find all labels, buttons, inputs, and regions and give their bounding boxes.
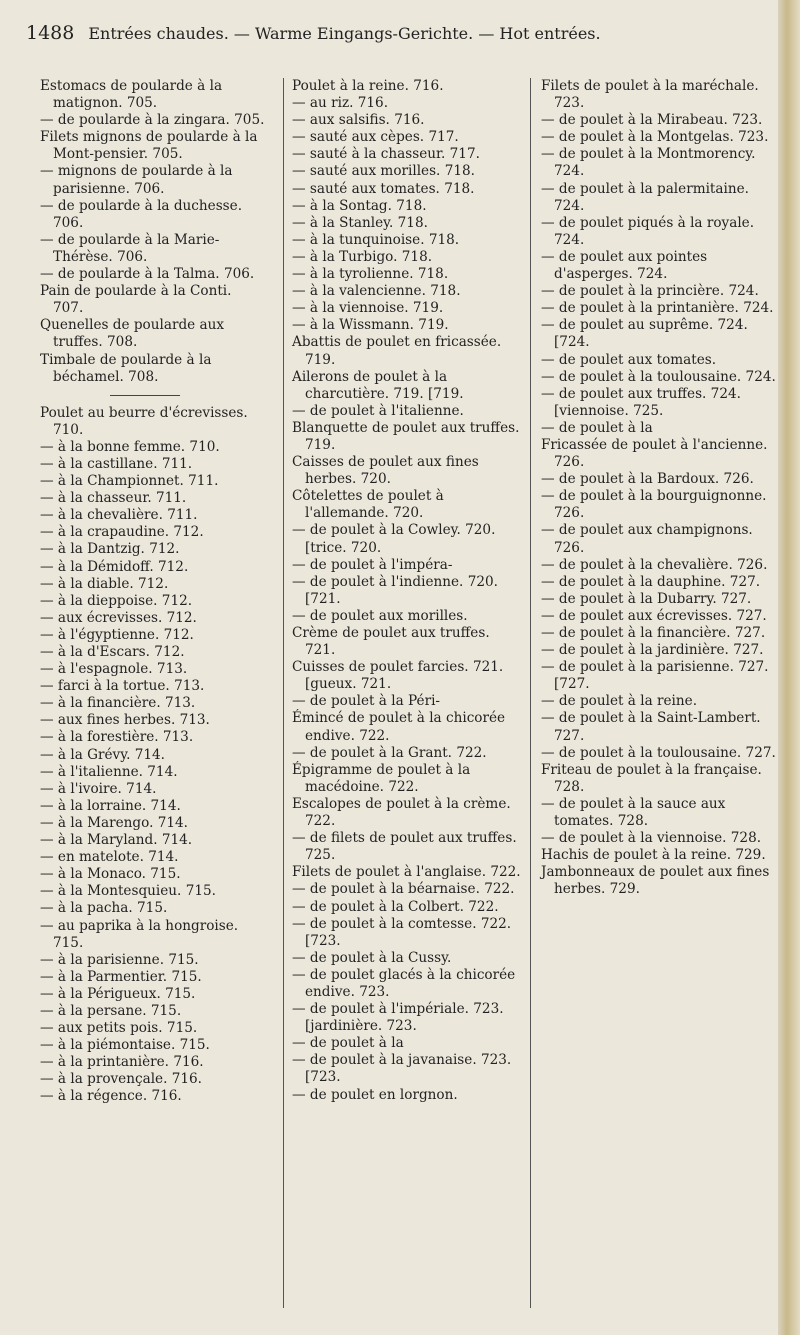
index-entry: — à la tyrolienne. 718. <box>292 266 449 283</box>
index-entry: — de poulet à la dauphine. 727. <box>541 573 761 590</box>
index-entry: — à la financière. 713. <box>40 695 196 712</box>
section-separator <box>110 395 180 396</box>
index-entry: — de poulet à la financière. 727. <box>541 625 766 641</box>
index-entry: — de poulet à la javanaise. 723. [723. <box>292 1052 512 1086</box>
index-entry: — au riz. 716. <box>292 95 389 112</box>
index-entry: Ailerons de poulet à la charcutière. 719. [719. <box>292 368 464 402</box>
running-header <box>26 22 766 44</box>
index-entry: — au paprika à la hongroise. 715. <box>40 917 239 951</box>
index-entry: — de poulet à la Montgelas. 723. <box>541 129 769 146</box>
index-entry: — de poulet à la Mirabeau. 723. <box>541 112 763 129</box>
index-entry: — à l'espagnole. 713. <box>40 661 188 678</box>
index-entry: — à la lorraine. 714. <box>40 797 181 814</box>
index-entry: Crème de poulet aux truffes. 721. <box>292 625 490 659</box>
index-entry: Filets mignons de poularde à la Mont-pensier. 705. <box>40 129 258 163</box>
page-number: 1488 <box>26 22 75 44</box>
index-entry: — de poularde à la zingara. 705. <box>40 112 265 129</box>
index-column-3 <box>541 78 776 899</box>
index-entry: — de poulet à la Montmorency. 724. <box>541 146 756 180</box>
index-entry: — à l'italienne. 714. <box>40 763 178 780</box>
index-entry: Épigramme de poulet à la macédoine. 722. <box>292 761 471 795</box>
index-entry: — à la pacha. 715. <box>40 900 168 917</box>
index-entry: — à la dieppoise. 712. <box>40 592 193 609</box>
index-entry: — à la piémontaise. 715. <box>40 1037 210 1054</box>
index-entry: Estomacs de poularde à la matignon. 705. <box>40 78 223 112</box>
index-entry: — à la chasseur. 711. <box>40 490 187 507</box>
index-entry: — de poulet à la palermitaine. 724. <box>541 180 749 214</box>
index-entry: — à la Montesquieu. 715. <box>40 883 216 900</box>
index-entry: — de poulet à la toulousaine. 724. <box>541 368 776 385</box>
index-entry: — à la Monaco. 715. <box>40 866 181 883</box>
index-entry: — de poulet à la Cowley. 720. [trice. 720. <box>292 522 496 556</box>
index-entry: Timbale de poularde à la béchamel. 708. <box>40 351 212 385</box>
page-edge <box>778 0 800 1335</box>
index-entry: Filets de poulet à la maréchale. 723. <box>541 78 759 112</box>
index-entry: — aux salsifis. 716. <box>292 112 425 129</box>
index-entry: — de poulet aux tomates. <box>541 351 717 368</box>
index-entry: — à l'ivoire. 714. <box>40 780 157 797</box>
index-entry: — à la d'Escars. 712. <box>40 644 185 660</box>
index-entry: — à la persane. 715. <box>40 1002 182 1019</box>
index-column-1 <box>40 78 265 1106</box>
index-entry: — de poulet aux truffes. 724. [viennoise. 725. <box>541 385 741 419</box>
index-entry: — à la provençale. 716. <box>40 1071 202 1088</box>
index-entry: — aux petits pois. 715. <box>40 1020 198 1037</box>
index-entry: — à la Marengo. 714. <box>40 814 188 831</box>
index-entry: — de poulet à la Dubarry. 727. <box>541 590 752 607</box>
index-entry: — aux écrevisses. 712. <box>40 609 197 626</box>
index-entry: — à la valencienne. 718. <box>292 283 461 300</box>
index-entry: — de poulet piqués à la royale. 724. <box>541 214 755 248</box>
index-entry: — de poulet à la parisienne. 727. [727. <box>541 659 769 693</box>
index-entry: — à la Championnet. 711. <box>40 473 219 490</box>
index-entry: Quenelles de poularde aux truffes. 708. <box>40 317 225 351</box>
index-entry: — de poulet à l'impéra- <box>292 556 453 573</box>
index-entry: Poulet à la reine. 716. <box>292 78 444 94</box>
index-entry: — à la tunquinoise. 718. <box>292 231 460 248</box>
index-entry: Émincé de poulet à la chicorée endive. 722. <box>292 710 506 744</box>
index-entry: — de poulet à la bourguignonne. 726. <box>541 488 767 522</box>
index-entry: — à la castillane. 711. <box>40 455 193 472</box>
index-entry: — de poulet à la Grant. 722. <box>292 744 487 761</box>
index-entry: — de poulet à la printanière. 724. <box>541 300 774 317</box>
index-entry: Hachis de poulet à la reine. 729. <box>541 847 766 864</box>
index-entry: — de poularde à la Talma. 706. <box>40 266 255 283</box>
index-entry: Caisses de poulet aux fines herbes. 720. <box>292 454 479 488</box>
index-entry: — de poulet aux champignons. 726. <box>541 522 753 556</box>
index-entry: — de poulet à la viennoise. 728. <box>541 830 762 847</box>
index-entry: Côtelettes de poulet à l'allemande. 720. <box>292 488 444 522</box>
index-entry: — de poulet aux pointes d'asperges. 724. <box>541 248 708 283</box>
index-entry: — de poulet à la jardinière. 727. <box>541 642 764 659</box>
index-entry: — de poulet aux écrevisses. 727. <box>541 607 767 624</box>
header-title: Entrées chaudes. — Warme Eingangs-Gerichte. — Hot entrées. <box>88 24 601 43</box>
index-entry: Filets de poulet à l'anglaise. 722. <box>292 864 521 881</box>
index-entry: — de poulet à la princière. 724. <box>541 283 759 300</box>
index-entry: Friteau de poulet à la française. 728. <box>541 761 762 795</box>
index-entry: — de poularde à la duchesse. 706. <box>40 197 243 231</box>
index-entry: — de poulet à la Saint-Lambert. 727. <box>541 710 761 744</box>
index-entry: — de poulet à la béarnaise. 722. <box>292 881 515 898</box>
index-entry: — de poulet à l'impériale. 723. [jardinière. 723. <box>292 1001 504 1035</box>
index-entry: — à la diable. 712. <box>40 575 169 592</box>
index-entry: — farci à la tortue. 713. <box>40 678 205 695</box>
index-entry: — à la crapaudine. 712. <box>40 524 204 541</box>
index-entry: — de poulet à la chevalière. 726. <box>541 556 768 573</box>
index-entry: — à la Périgueux. 715. <box>40 985 196 1002</box>
index-entry: Blanquette de poulet aux truffes. 719. <box>292 419 520 453</box>
index-entry: — à la Sontag. 718. <box>292 197 427 214</box>
index-entry: Pain de poularde à la Conti. 707. <box>40 283 232 317</box>
index-entry: — à la Démidoff. 712. <box>40 558 189 575</box>
index-entry: Fricassée de poulet à l'ancienne. 726. <box>541 436 768 471</box>
index-entry: — de poularde à la Marie-Thérèse. 706. <box>40 231 220 265</box>
index-entry: — à la printanière. 716. <box>40 1054 204 1071</box>
index-entry: Poulet au beurre d'écrevisses. 710. <box>40 404 248 438</box>
index-entry: — mignons de poularde à la parisienne. 706. <box>40 163 233 197</box>
index-entry: — aux fines herbes. 713. <box>40 712 210 729</box>
index-entry: — sauté aux morilles. 718. <box>292 163 475 180</box>
index-entry: — à la Dantzig. 712. <box>40 541 180 558</box>
index-entry: Escalopes de poulet à la crème. 722. <box>292 795 511 830</box>
index-entry: — de poulet à la <box>541 419 653 436</box>
index-entry: — de poulet à la Péri- <box>292 693 441 710</box>
index-entry: — à la Stanley. 718. <box>292 214 428 231</box>
index-entry: — à l'égyptienne. 712. <box>40 626 194 643</box>
index-entry: — à la parisienne. 715. <box>40 951 199 968</box>
index-entry: — à la chevalière. 711. <box>40 507 198 524</box>
index-entry: — de poulet à l'italienne. <box>292 402 464 419</box>
index-entry: Cuisses de poulet farcies. 721. [gueux. 721. <box>292 659 504 693</box>
index-entry: — de poulet glacés à la chicorée endive. 723. <box>292 966 516 1000</box>
index-entry: — de poulet à la Cussy. <box>292 949 452 966</box>
index-entry: — à la régence. 716. <box>40 1088 182 1105</box>
index-entry: — sauté aux tomates. 718. <box>292 180 475 197</box>
index-entry: — de poulet aux morilles. <box>292 607 468 624</box>
index-entry: — de poulet à la sauce aux tomates. 728. <box>541 795 726 830</box>
index-entry: — à la Maryland. 714. <box>40 832 193 849</box>
index-entry: — de poulet à la toulousaine. 727. <box>541 744 776 761</box>
index-entry: Abattis de poulet en fricassée. 719. <box>292 334 502 368</box>
index-entry: — à la Grévy. 714. <box>40 746 165 763</box>
index-entry: — à la Turbigo. 718. <box>292 248 433 265</box>
index-entry: — de poulet à la Colbert. 722. <box>292 898 499 915</box>
index-entry: Jambonneaux de poulet aux fines herbes. 729. <box>541 864 770 898</box>
index-entry: — de filets de poulet aux truffes. 725. <box>292 830 517 864</box>
index-entry: — de poulet à la <box>292 1035 404 1052</box>
index-entry: — à la Parmentier. 715. <box>40 968 202 985</box>
column-rule <box>530 78 531 1308</box>
index-entry: — de poulet au suprême. 724. [724. <box>541 317 748 351</box>
index-entry: — de poulet à la Bardoux. 726. <box>541 471 754 488</box>
index-entry: — à la Wissmann. 719. <box>292 317 449 334</box>
index-column-2 <box>292 78 524 1104</box>
index-entry: — de poulet en lorgnon. <box>292 1086 458 1103</box>
index-entry: — à la bonne femme. 710. <box>40 438 220 455</box>
index-entry: — de poulet à la reine. <box>541 693 698 710</box>
index-entry: — à la viennoise. 719. <box>292 300 444 317</box>
index-entry: — en matelote. 714. <box>40 849 179 866</box>
index-entry: — de poulet à la comtesse. 722. [723. <box>292 915 512 949</box>
column-rule <box>283 78 284 1308</box>
index-entry: — à la forestière. 713. <box>40 729 194 746</box>
index-entry: — sauté à la chasseur. 717. <box>292 146 480 163</box>
index-entry: — sauté aux cèpes. 717. <box>292 129 459 146</box>
index-entry: — de poulet à l'indienne. 720. [721. <box>292 573 498 607</box>
